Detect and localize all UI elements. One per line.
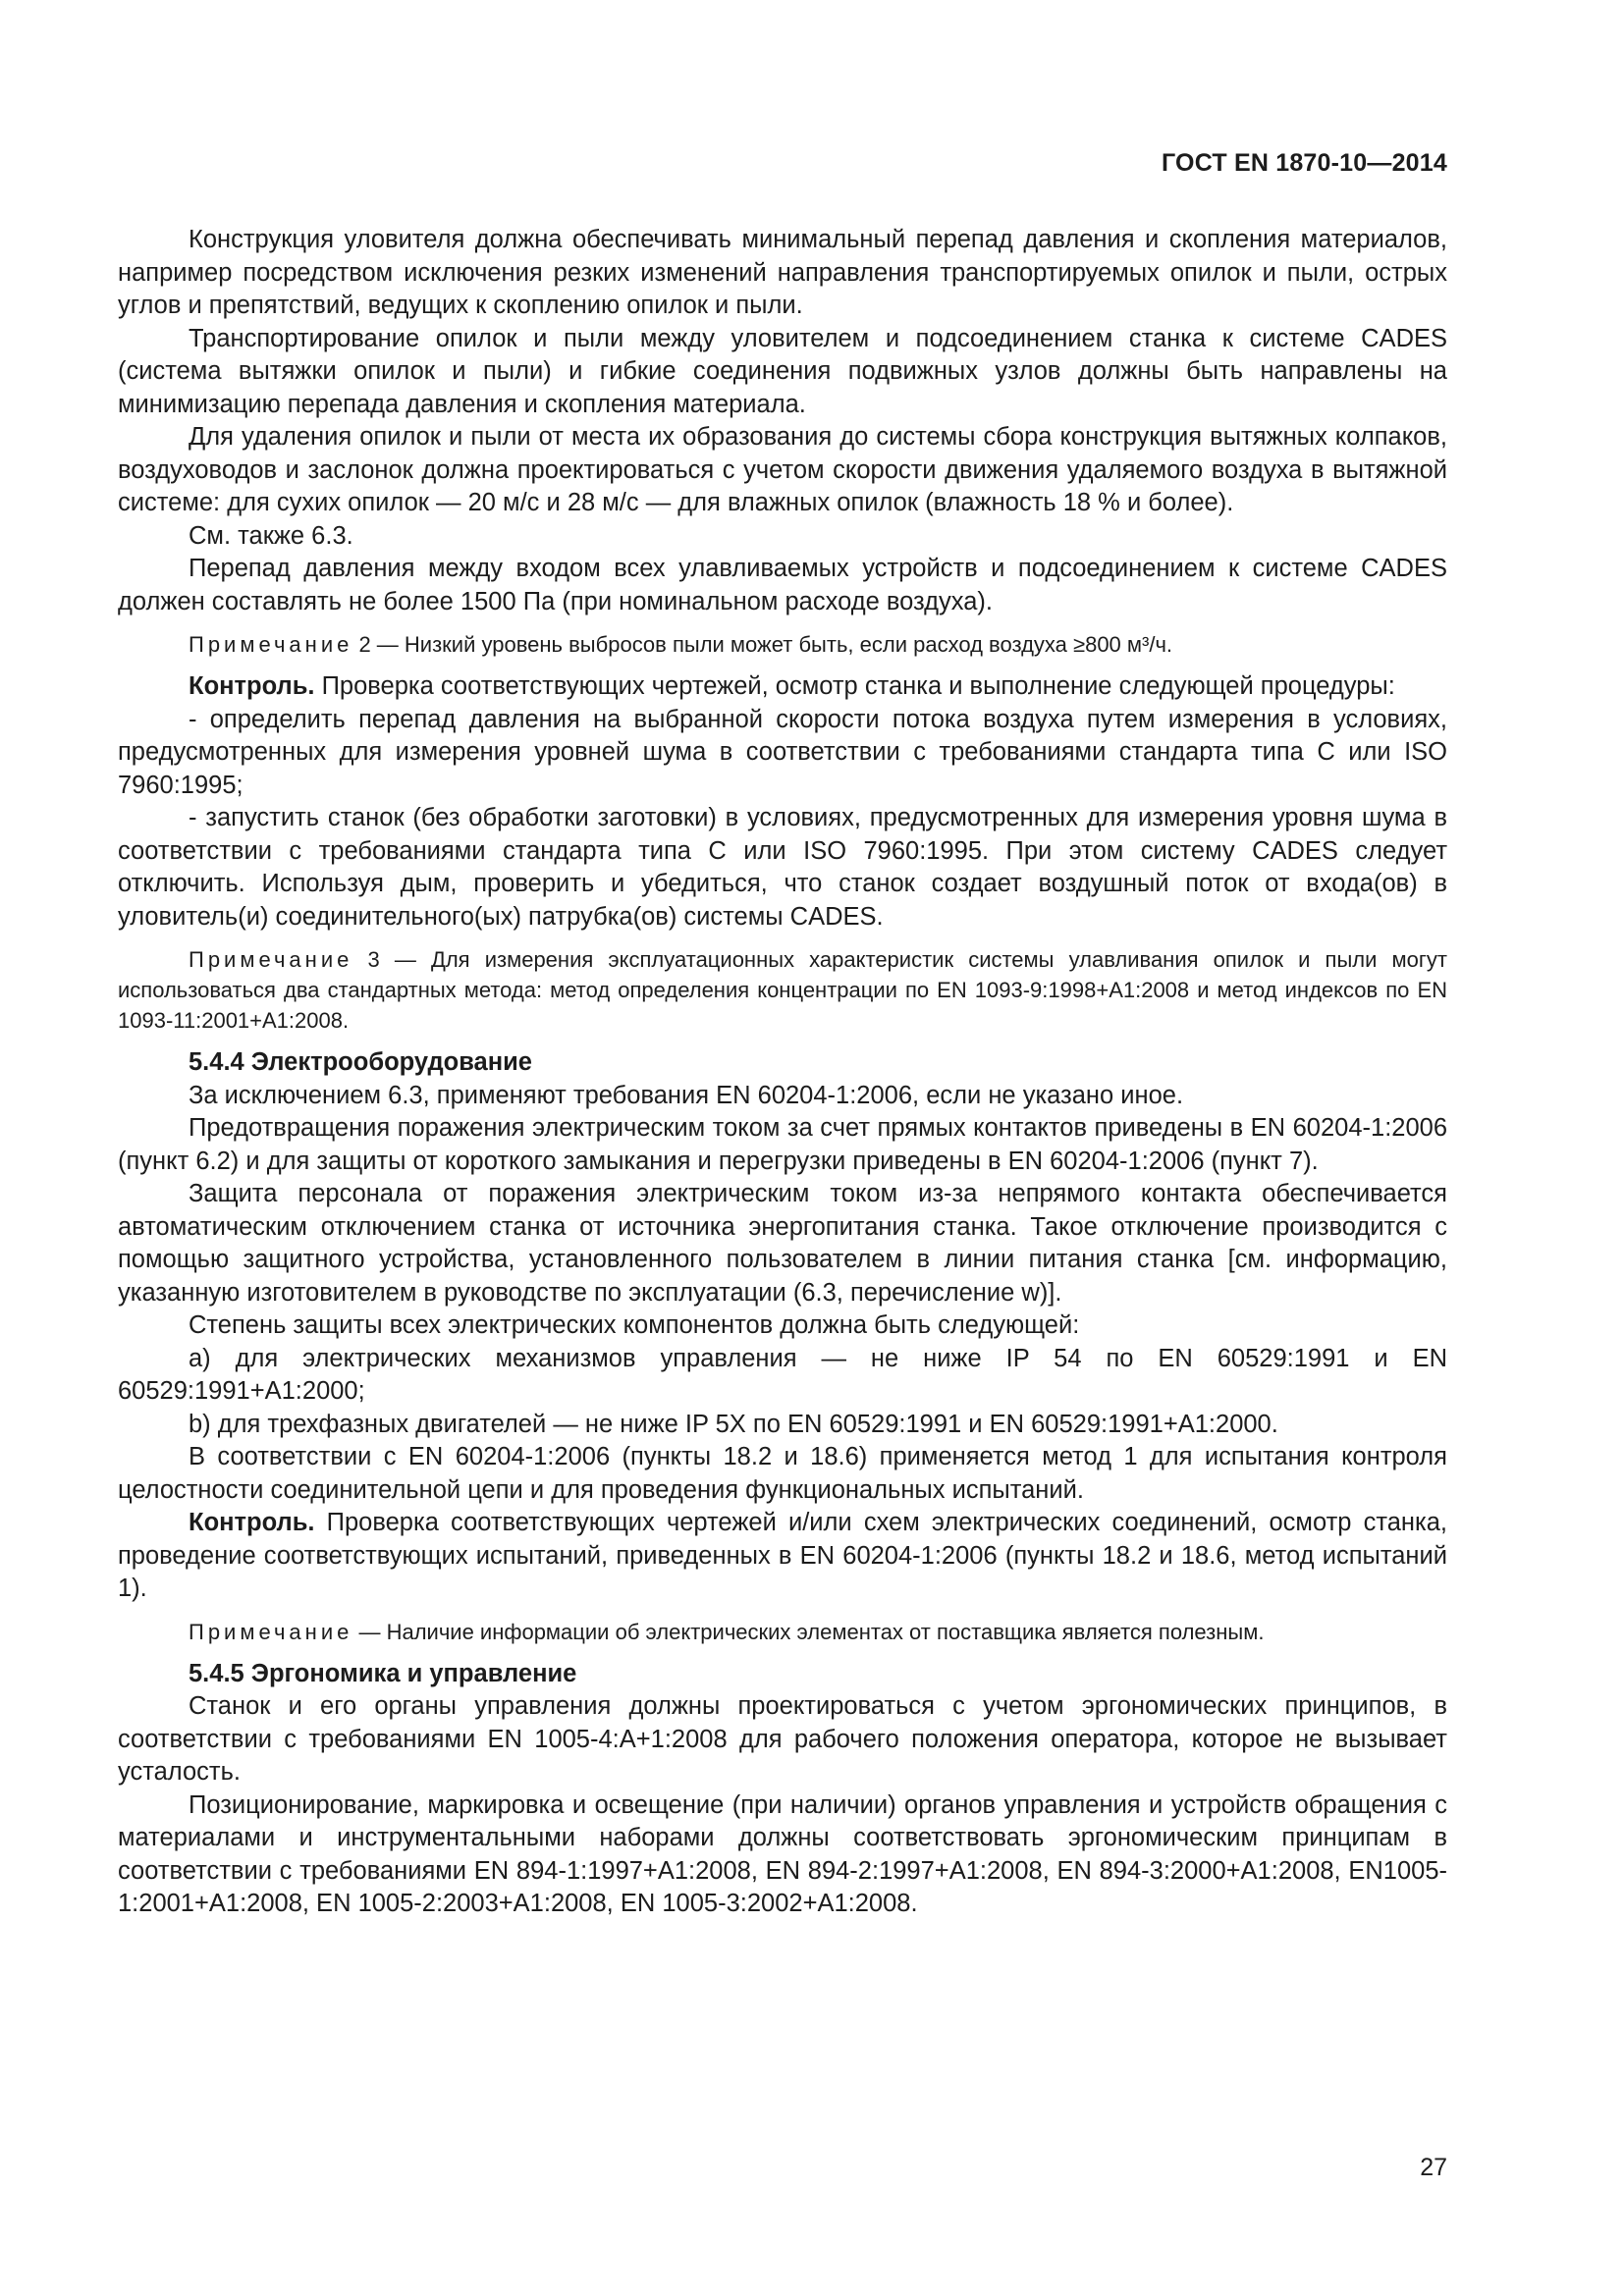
list-item: - определить перепад давления на выбранной скорости потока воздуха путем измерения в условиях, предусмотренных для измерения уровней шума в соответствии с требованиями стандарта типа C или ISO 7960:1995; [118,705,1447,799]
paragraph: См. также 6.3. [189,521,353,550]
paragraph: Для удаления опилок и пыли от места их образования до системы сбора конструкция вытяжных колпаков, воздуховодов и заслонок должна проектироваться с учетом скорости движения удаляемого воздуха в вытяжной системе: для сухих опилок — 20 м/с и 28 м/с — для влажных опилок (влажность 18 % и более). [118,423,1447,516]
control-paragraph [118,670,1447,704]
control-text: Проверка соответствующих чертежей и/или схем электрических соединений, осмотр станка, проведение соответствующих испытаний, приведенных в EN 60204-1:2006 (пункты 18.2 и 18.6, метод испытаний 1). [118,1509,1447,1602]
paragraph: Позиционирование, маркировка и освещение (при наличии) органов управления и устройств обращения с материалами и инструментальными наборами должны соответствовать эргономическим принципам в соответствии с требованиями EN 894-1:1997+A1:2008, EN 894-2:1997+A1:2008, EN 894-3:2000+A1:2008, EN1005-1:2001+A1:2008, EN 1005-2:2003+A1:2008, EN 1005-3:2002+A1:2008. [118,1790,1447,1917]
paragraph: Защита персонала от поражения электрическим током из-за непрямого контакта обеспечивается автоматическим отключением станка от источника энергопитания станка. Такое отключение производится с помощью защитного устройства, установленного пользователем в линии питания станка [см. информацию, указанную изготовителем в руководстве по эксплуатации (6.3, перечисление w)]. [118,1180,1447,1307]
section-heading-5-4-4: 5.4.4 Электрооборудование [189,1048,532,1076]
note-label: Примечание [189,1619,353,1644]
page-number: 27 [1420,2154,1447,2181]
note-text: 3 — Для измерения эксплуатационных характеристик системы улавливания опилок и пыли могут использоваться два стандартных метода: метод определения концентрации по EN 1093-9:1998+A1:2008 и метод индексов по EN 1093-11:2001+A1:2008. [118,947,1447,1033]
list-item: - запустить станок (без обработки заготовки) в условиях, предусмотренных для измерения уровня шума в соответствии с требованиями стандарта типа C или ISO 7960:1995. При этом систему CADES следует отключить. Используя дым, проверить и убедиться, что станок создает воздушный поток от входа(ов) в уловитель(и) соединительного(ых) патрубка(ов) системы CADES. [118,804,1447,931]
paragraph: За исключением 6.3, применяют требования EN 60204-1:2006, если не указано иное. [189,1081,1184,1109]
control-label: Контроль. [189,1509,315,1536]
paragraph: Станок и его органы управления должны проектироваться с учетом эргономических принципов, в соответствии с требованиями EN 1005-4:A+1:2008 для рабочего положения оператора, которое не вызывает усталость. [118,1692,1447,1786]
list-item: a) для электрических механизмов управления — не ниже IP 54 по EN 60529:1991 и EN 60529:1991+A1:2000; [118,1344,1447,1405]
list-item: b) для трехфазных двигателей — не ниже IP 5X по EN 60529:1991 и EN 60529:1991+A1:2000. [189,1410,1278,1438]
note-label: Примечание [189,632,353,657]
note-4 [118,1617,1447,1647]
paragraph: Предотвращения поражения электрическим током за счет прямых контактов приведены в EN 60204-1:2006 (пункт 6.2) и для защиты от короткого замыкания и перегрузки приведены в EN 60204-1:2006 (пункт 7). [118,1114,1447,1175]
control-label: Контроль. [189,672,315,700]
control-text: Проверка соответствующих чертежей, осмотр станка и выполнение следующей процедуры: [314,672,1395,700]
document-header-id: ГОСТ EN 1870-10—2014 [1162,149,1447,177]
section-heading-5-4-5: 5.4.5 Эргономика и управление [189,1659,577,1687]
note-2 [118,629,1447,660]
paragraph: Перепад давления между входом всех улавливаемых устройств и подсоединением к системе CADES должен составлять не более 1500 Па (при номинальном расходе воздуха). [118,555,1447,615]
page-body [118,224,1447,1921]
control-paragraph [118,1507,1447,1606]
paragraph: Степень защиты всех электрических компонентов должна быть следующей: [189,1311,1080,1339]
note-text: 2 — Низкий уровень выбросов пыли может быть, если расход воздуха ≥800 м³/ч. [352,632,1173,657]
paragraph: Конструкция уловителя должна обеспечивать минимальный перепад давления и скопления материалов, например посредством исключения резких изменений направления транспортируемых опилок и пыли, острых углов и препятствий, ведущих к скоплению опилок и пыли. [118,226,1447,319]
note-label: Примечание [189,947,353,972]
paragraph: Транспортирование опилок и пыли между уловителем и подсоединением станка к системе CADES (система вытяжки опилок и пыли) и гибкие соединения подвижных узлов должны быть направлены на минимизацию перепада давления и скопления материала. [118,324,1447,418]
note-text: — Наличие информации об электрических элементах от поставщика является полезным. [352,1619,1265,1644]
note-3 [118,944,1447,1036]
paragraph: В соответствии с EN 60204-1:2006 (пункты 18.2 и 18.6) применяется метод 1 для испытания контроля целостности соединительной цепи и для проведения функциональных испытаний. [118,1443,1447,1504]
